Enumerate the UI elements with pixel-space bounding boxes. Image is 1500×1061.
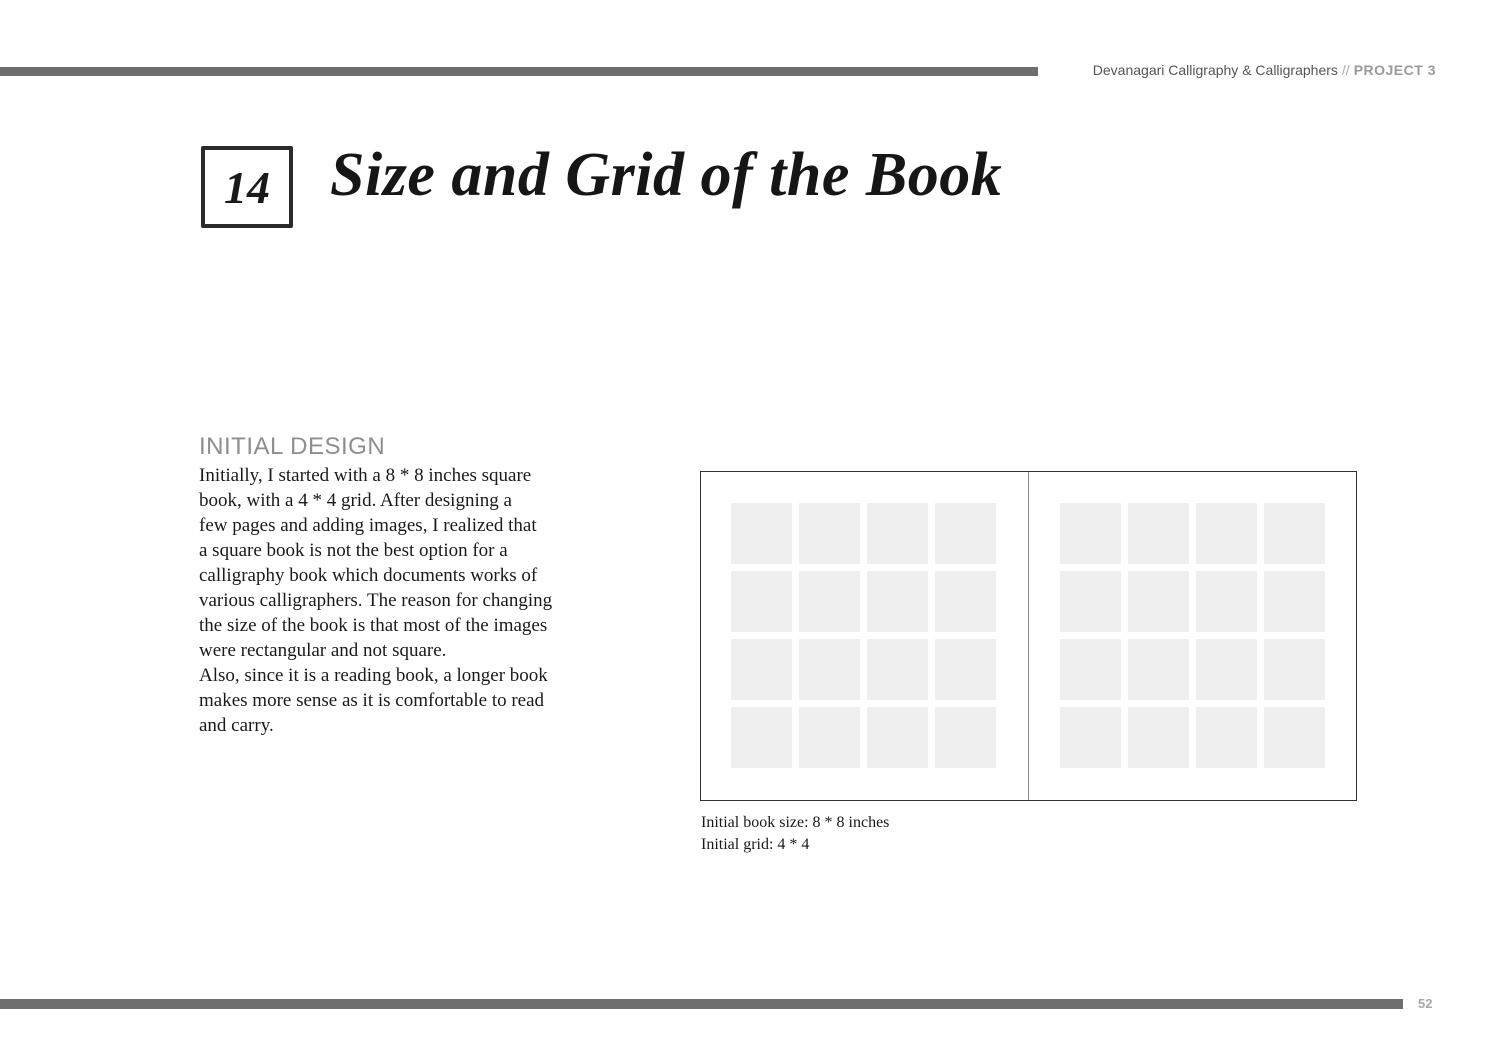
chapter-number: 14 <box>224 161 270 213</box>
body-text <box>199 463 599 738</box>
book-title: Devanagari Calligraphy & Calligraphers <box>1092 62 1338 78</box>
footer-rule <box>0 999 1403 1009</box>
grid-cell <box>799 503 860 564</box>
grid-cell <box>1264 707 1325 768</box>
body-line: book, with a 4 * 4 grid. After designing a <box>199 490 512 511</box>
caption-grid: Initial grid: 4 * 4 <box>701 836 810 853</box>
left-page-grid <box>731 503 996 768</box>
body-line: a square book is not the best option for a <box>199 540 508 561</box>
project-label: PROJECT 3 <box>1353 62 1436 78</box>
grid-cell <box>935 503 996 564</box>
caption-book-size: Initial book size: 8 * 8 inches <box>701 814 890 831</box>
spread-spine <box>1028 472 1029 800</box>
grid-cell <box>867 707 928 768</box>
grid-cell <box>1060 639 1121 700</box>
grid-cell <box>1196 707 1257 768</box>
header-rule <box>0 67 1038 76</box>
body-line: various calligraphers. The reason for changing <box>199 590 553 611</box>
grid-cell <box>1264 503 1325 564</box>
grid-cell <box>731 707 792 768</box>
body-line: makes more sense as it is comfortable to read <box>199 690 545 711</box>
page-title: Size and Grid of the Book <box>330 141 1003 209</box>
grid-cell <box>867 639 928 700</box>
body-line: few pages and adding images, I realized that <box>199 515 537 536</box>
page-number: 52 <box>1418 996 1433 1011</box>
section-heading: INITIAL DESIGN <box>199 433 386 460</box>
grid-cell <box>1196 639 1257 700</box>
grid-cell <box>1264 571 1325 632</box>
grid-cell <box>1060 571 1121 632</box>
grid-cell <box>935 639 996 700</box>
header-separator: // <box>1341 62 1350 78</box>
grid-cell <box>1060 503 1121 564</box>
body-line: the size of the book is that most of the images <box>199 615 548 636</box>
grid-cell <box>1196 571 1257 632</box>
diagram-caption <box>701 812 889 856</box>
grid-cell <box>731 503 792 564</box>
grid-cell <box>935 571 996 632</box>
right-page-grid <box>1060 503 1325 768</box>
grid-cell <box>799 707 860 768</box>
grid-cell <box>1128 503 1189 564</box>
grid-cell <box>799 639 860 700</box>
grid-cell <box>867 503 928 564</box>
grid-cell <box>935 707 996 768</box>
grid-cell <box>1128 571 1189 632</box>
grid-cell <box>1060 707 1121 768</box>
grid-cell <box>1128 639 1189 700</box>
body-line: calligraphy book which documents works of <box>199 565 538 586</box>
grid-cell <box>731 639 792 700</box>
body-line: and carry. <box>199 715 274 736</box>
body-line: Initially, I started with a 8 * 8 inches square <box>199 465 532 486</box>
running-header <box>1093 62 1436 78</box>
grid-cell <box>799 571 860 632</box>
grid-cell <box>731 571 792 632</box>
book-spread-diagram <box>700 471 1357 801</box>
grid-cell <box>1128 707 1189 768</box>
grid-cell <box>1264 639 1325 700</box>
grid-cell <box>1196 503 1257 564</box>
grid-cell <box>867 571 928 632</box>
body-line: Also, since it is a reading book, a longer book <box>199 665 548 686</box>
chapter-number-box <box>201 146 293 228</box>
body-line: were rectangular and not square. <box>199 640 447 661</box>
